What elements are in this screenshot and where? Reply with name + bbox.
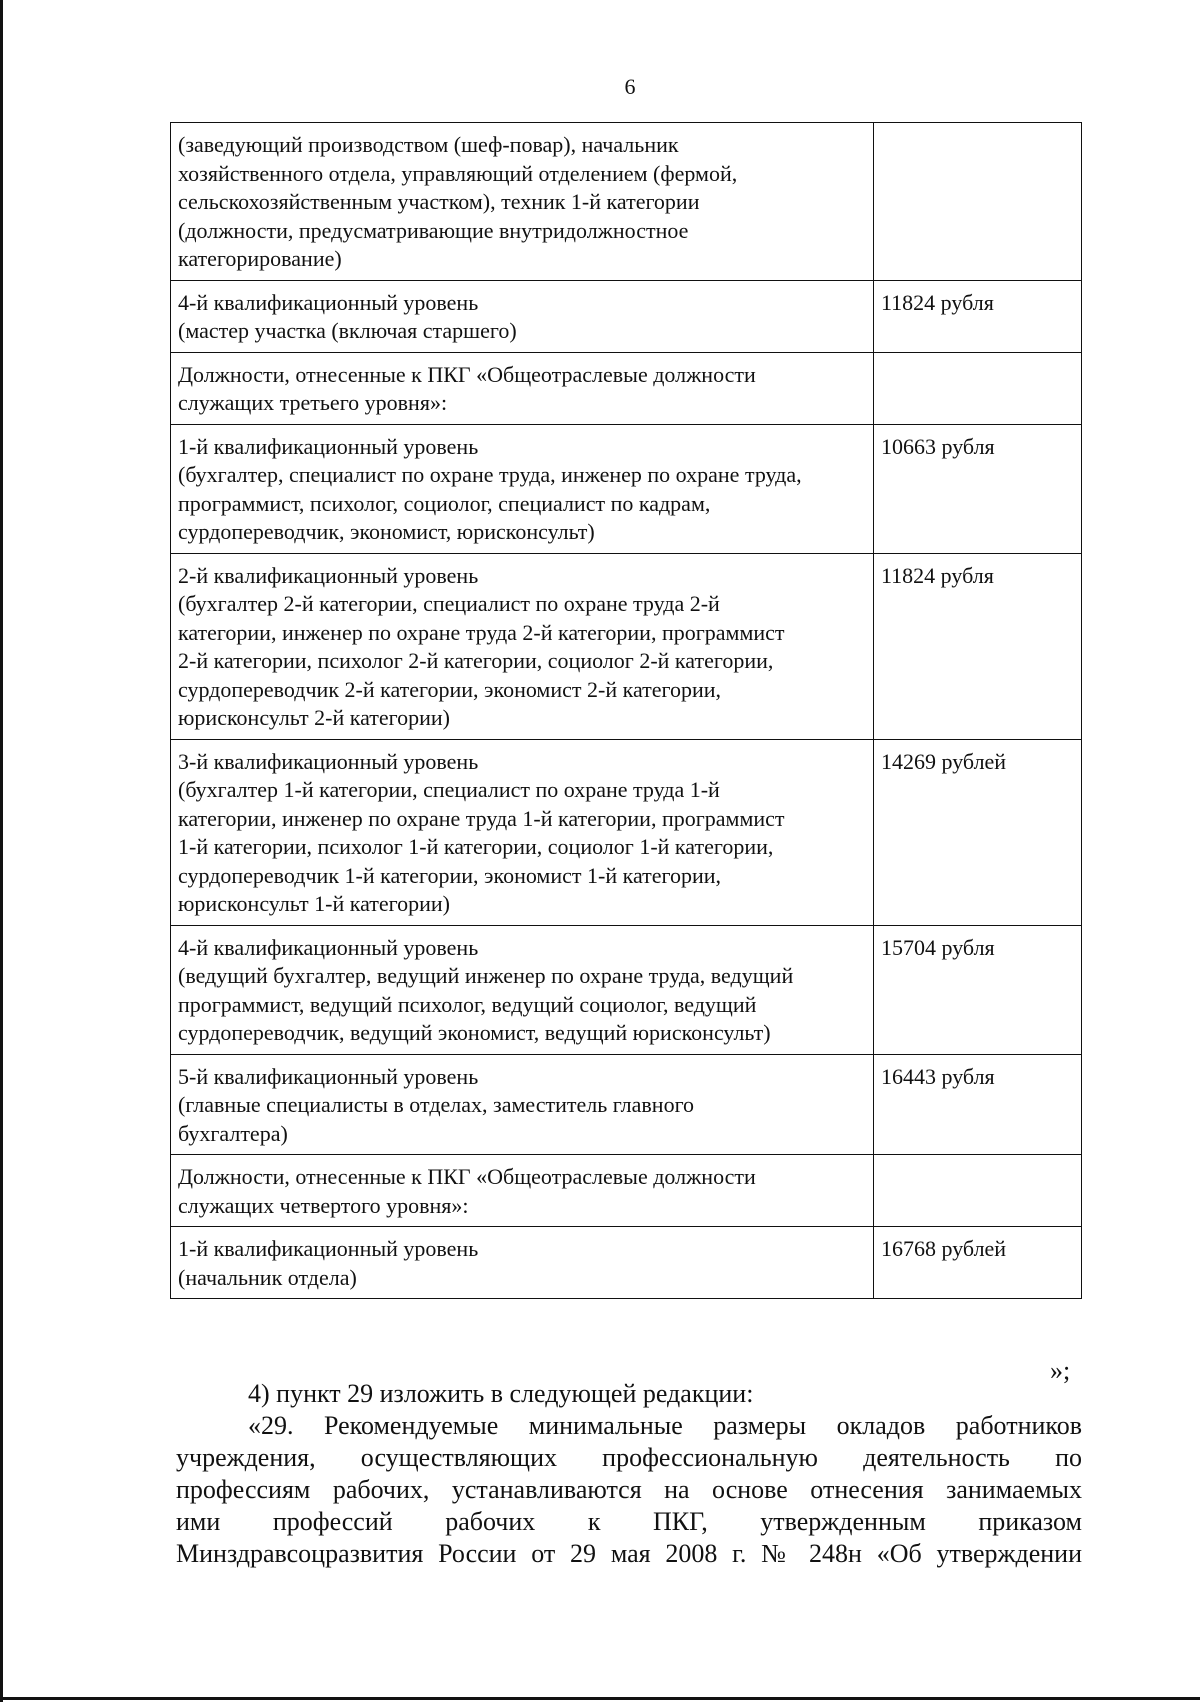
position-description-cell <box>171 1054 874 1155</box>
position-description-cell <box>171 280 874 352</box>
position-description-cell <box>171 739 874 925</box>
paragraph-line: учреждения, осуществляющих профессиональную деятельность по <box>176 1443 1082 1472</box>
position-description-line: сельскохозяйственным участком), техник 1-й категории <box>178 189 700 214</box>
position-description-line: 3-й квалификационный уровень <box>178 748 479 774</box>
position-description-line: служащих четвертого уровня»: <box>178 1192 469 1218</box>
position-description-line: (заведующий производством (шеф-повар), начальник <box>178 132 679 157</box>
position-description-line: юрисконсульт 1-й категории) <box>178 891 450 916</box>
position-description-line: 1-й квалификационный уровень <box>178 1236 479 1261</box>
salary-cell: 16768 рублей <box>874 1227 1082 1299</box>
position-description-line: (бухгалтер 2-й категории, специалист по охране труда 2-й <box>178 591 720 616</box>
position-description-line: хозяйственного отдела, управляющий отделением (фермой, <box>178 160 738 186</box>
position-description-line: 1-й квалификационный уровень <box>178 433 479 459</box>
position-description-line: программист, психолог, социолог, специалист по кадрам, <box>178 490 711 516</box>
position-description-line: 5-й квалификационный уровень <box>178 1063 479 1089</box>
salary-table <box>170 122 1082 1299</box>
position-description-line: 4-й квалификационный уровень <box>178 289 479 315</box>
position-description-cell <box>171 424 874 553</box>
salary-cell: 10663 рубля <box>874 424 1082 553</box>
scan-edge-left <box>0 0 3 1702</box>
table-row <box>171 280 1082 352</box>
table-row <box>171 1054 1082 1155</box>
position-description-line: Должности, отнесенные к ПКГ «Общеотраслевые должности <box>178 1164 756 1189</box>
position-description-line: Должности, отнесенные к ПКГ «Общеотраслевые должности <box>178 361 756 387</box>
position-description-line: бухгалтера) <box>178 1120 288 1146</box>
position-description-line: (мастер участка (включая старшего) <box>178 318 517 343</box>
position-description-cell <box>171 553 874 739</box>
position-description-line: 2-й категории, психолог 2-й категории, социолог 2-й категории, <box>178 648 774 673</box>
position-description-line: (начальник отдела) <box>178 1264 357 1290</box>
position-description-line: сурдопереводчик 1-й категории, экономист 1-й категории, <box>178 862 722 888</box>
position-description-line: сурдопереводчик, экономист, юрисконсульт) <box>178 519 595 544</box>
body-text <box>176 1378 1082 1570</box>
position-description-line: категории, инженер по охране труда 2-й категории, программист <box>178 619 785 645</box>
position-description-line: (должности, предусматривающие внутридолжностное <box>178 217 689 243</box>
item-heading: 4) пункт 29 изложить в следующей редакции: <box>248 1379 754 1408</box>
salary-cell <box>874 352 1082 424</box>
position-description-cell <box>171 1227 874 1299</box>
position-description-line: (главные специалисты в отделах, заместитель главного <box>178 1092 695 1117</box>
paragraph-29 <box>176 1410 1082 1570</box>
scan-edge-bottom <box>0 1697 1200 1700</box>
table-row <box>171 1155 1082 1227</box>
paragraph-line: профессиям рабочих, устанавливаются на основе отнесения занимаемых <box>176 1475 1082 1504</box>
page-number: 6 <box>624 74 636 99</box>
closing-quote-mark: »; <box>1050 1356 1071 1385</box>
salary-cell: 11824 рубля <box>874 553 1082 739</box>
position-description-line: 4-й квалификационный уровень <box>178 934 479 960</box>
paragraph-line: «29. Рекомендуемые минимальные размеры окладов работников <box>248 1411 1082 1440</box>
table-row <box>171 352 1082 424</box>
position-description-line: 1-й категории, психолог 1-й категории, социолог 1-й категории, <box>178 834 774 859</box>
position-description-line: категории, инженер по охране труда 1-й категории, программист <box>178 805 785 831</box>
salary-cell <box>874 1155 1082 1227</box>
position-description-line: (ведущий бухгалтер, ведущий инженер по охране труда, ведущий <box>178 963 794 988</box>
table-row <box>171 925 1082 1054</box>
table-row <box>171 739 1082 925</box>
position-description-cell <box>171 123 874 281</box>
position-description-line: юрисконсульт 2-й категории) <box>178 705 450 730</box>
salary-cell: 11824 рубля <box>874 280 1082 352</box>
position-description-cell <box>171 352 874 424</box>
position-description-cell <box>171 1155 874 1227</box>
table-row <box>171 424 1082 553</box>
position-description-line: (бухгалтер 1-й категории, специалист по охране труда 1-й <box>178 777 720 802</box>
table-row <box>171 553 1082 739</box>
position-description-line: программист, ведущий психолог, ведущий социолог, ведущий <box>178 991 757 1017</box>
position-description-line: (бухгалтер, специалист по охране труда, инженер по охране труда, <box>178 462 802 487</box>
position-description-line: сурдопереводчик, ведущий экономист, ведущий юрисконсульт) <box>178 1020 771 1045</box>
salary-table-body <box>171 123 1082 1299</box>
salary-cell: 16443 рубля <box>874 1054 1082 1155</box>
salary-cell: 15704 рубля <box>874 925 1082 1054</box>
salary-cell: 14269 рублей <box>874 739 1082 925</box>
salary-cell <box>874 123 1082 281</box>
position-description-line: 2-й квалификационный уровень <box>178 562 479 588</box>
position-description-cell <box>171 925 874 1054</box>
position-description-line: категорирование) <box>178 246 342 271</box>
table-row <box>171 1227 1082 1299</box>
position-description-line: служащих третьего уровня»: <box>178 390 448 415</box>
table-row <box>171 123 1082 281</box>
paragraph-line: Минздравсоцразвития России от 29 мая 2008 г. № 248н «Об утверждении <box>176 1539 1082 1568</box>
paragraph-line: ими профессий рабочих к ПКГ, утвержденным приказом <box>176 1507 1082 1536</box>
position-description-line: сурдопереводчик 2-й категории, экономист 2-й категории, <box>178 676 722 702</box>
